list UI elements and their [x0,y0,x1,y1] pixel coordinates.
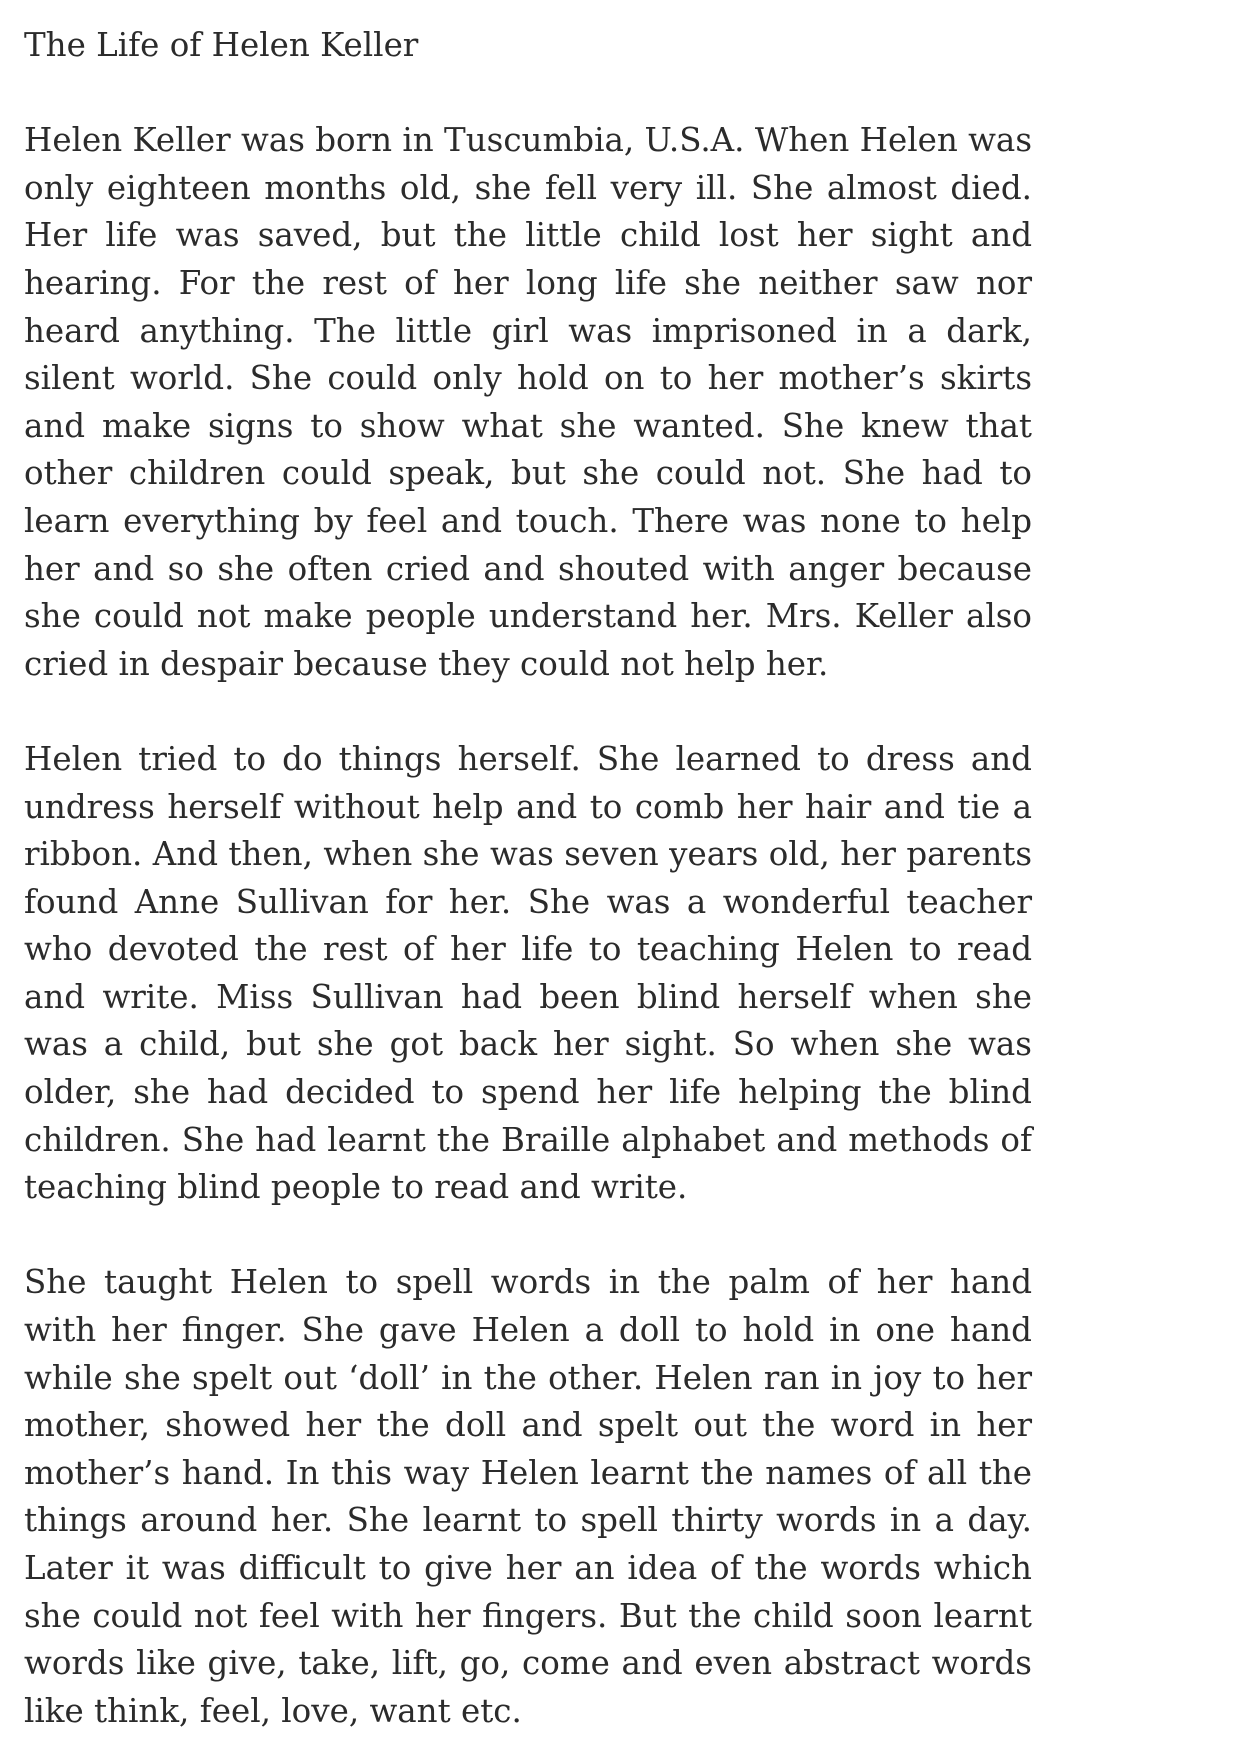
document-title: The Life of Helen Keller [24,26,419,64]
document-page [24,22,1032,1735]
paragraph-1: Helen Keller was born in Tuscumbia, U.S.A. When Helen was only eighteen months old, she fell very ill. She almost died. Her life was saved, but the little child lost her sight and hearing. For the rest of her long life she neither saw nor heard anything. The little girl was imprisoned in a dark, silent world. She could only hold on to her mother’s skirts and make signs to show what she wanted. She knew that other children could speak, but she could not. She had to learn everything by feel and touch. There was none to help her and so she often cried and shouted with anger because she could not make people understand her. Mrs. Keller also cried in despair because they could not help her. [24,121,1032,683]
paragraph-3: She taught Helen to spell words in the palm of her hand with her finger. She gave Helen a doll to hold in one hand while she spelt out ‘doll’ in the other. Helen ran in joy to her mother, showed her the doll and spelt out the word in her mother’s hand. In this way Helen learnt the names of all the things around her. She learnt to spell thirty words in a day. Later it was difficult to give her an idea of the words which she could not feel with her fingers. But the child soon learnt words like give, take, lift, go, come and even abstract words like think, feel, love, want etc. [24,1263,1032,1730]
paragraph-2: Helen tried to do things herself. She learned to dress and undress herself without help and to comb her hair and tie a ribbon. And then, when she was seven years old, her parents found Anne Sullivan for her. She was a wonderful teacher who devoted the rest of her life to teaching Helen to read and write. Miss Sullivan had been blind herself when she was a child, but she got back her sight. So when she was older, she had decided to spend her life helping the blind children. She had learnt the Braille alphabet and methods of teaching blind people to read and write. [24,739,1032,1207]
